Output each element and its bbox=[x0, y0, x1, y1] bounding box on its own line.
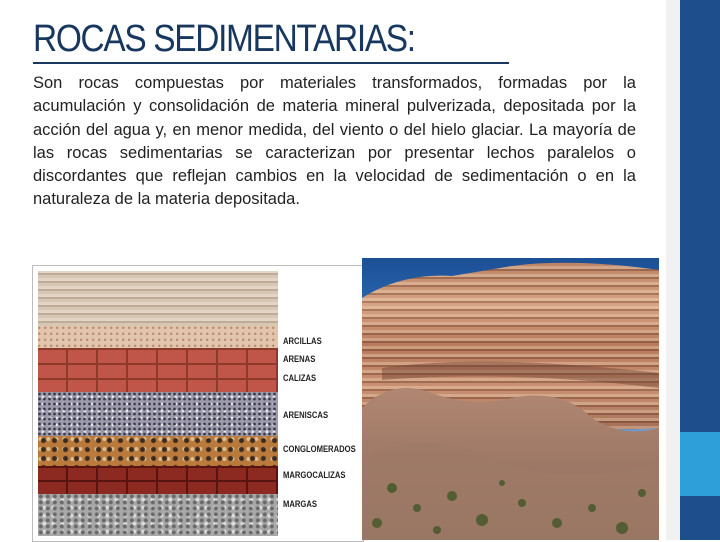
layer-label-arenas: ARENAS bbox=[283, 354, 316, 364]
strata-diagram bbox=[32, 265, 364, 542]
layer-label-conglomerados: CONGLOMERADOS bbox=[283, 444, 356, 454]
layer-conglomerados bbox=[38, 436, 278, 466]
layer-label-margocalizas: MARGOCALIZAS bbox=[283, 470, 346, 480]
layer-margas bbox=[38, 494, 278, 536]
layer-arcillas bbox=[38, 271, 278, 326]
layer-label-arcillas: ARCILLAS bbox=[283, 336, 322, 346]
layer-label-calizas: CALIZAS bbox=[283, 373, 317, 383]
layer-arenas bbox=[38, 326, 278, 348]
slide-title: ROCAS SEDIMENTARIAS: bbox=[33, 18, 415, 60]
side-bar-accent bbox=[680, 432, 720, 496]
title-underline bbox=[33, 62, 509, 64]
layer-label-margas: MARGAS bbox=[283, 499, 317, 509]
sedimentary-cliff-photo bbox=[362, 258, 659, 540]
layer-areniscas bbox=[38, 392, 278, 436]
layer-label-areniscas: ARENISCAS bbox=[283, 410, 329, 420]
layer-margocalizas bbox=[38, 466, 278, 494]
cliff-illustration bbox=[362, 258, 659, 540]
side-stripe-light bbox=[666, 0, 680, 540]
layer-calizas bbox=[38, 348, 278, 392]
slide-body-text: Son rocas compuestas por materiales transformados, formadas por la acumulación y consolidación de materia mineral pulverizada, depositada por la acción del agua y, en menor medida, del viento o del hielo glaciar. La mayoría de las rocas sedimentarias se caracterizan por presentar lechos paralelos o discordantes que reflejan cambios en la velocidad de sedimentación o en la naturaleza de la materia depositada. bbox=[33, 74, 636, 209]
